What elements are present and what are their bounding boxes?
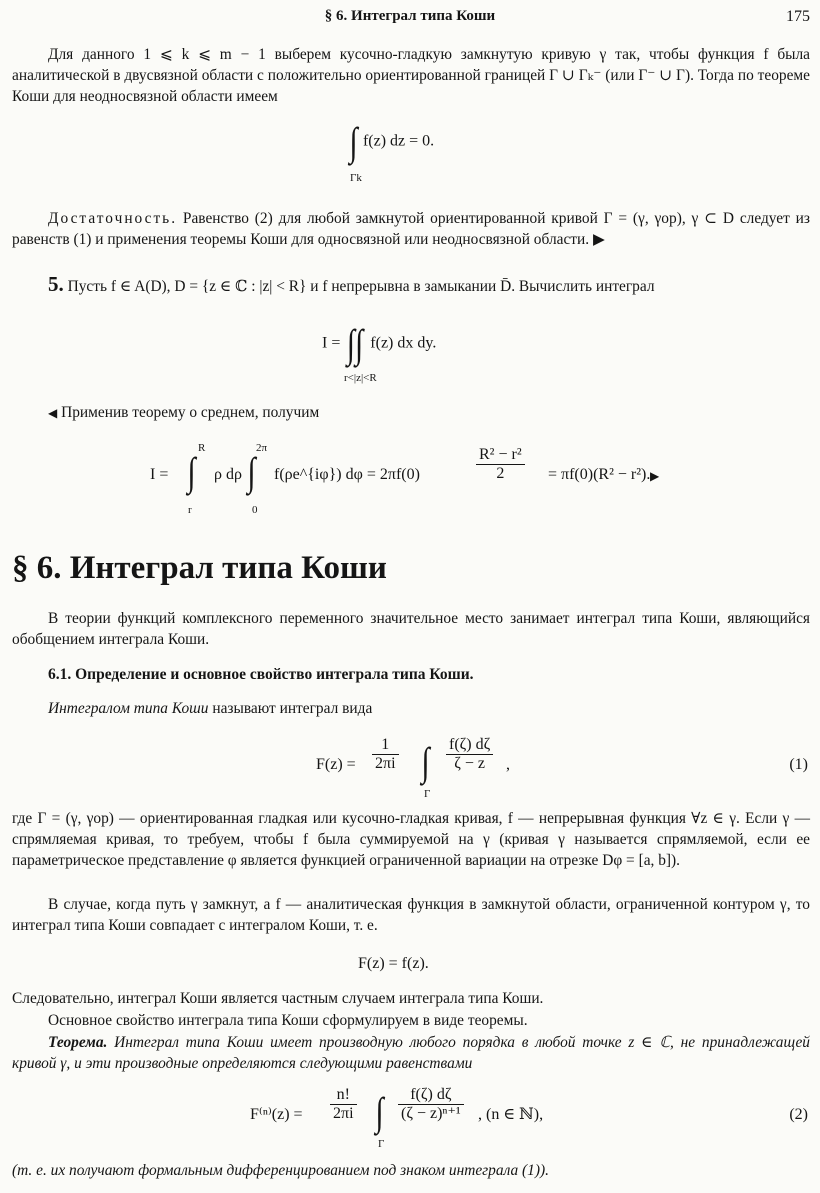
fraction-numerator: n! — [330, 1086, 357, 1105]
upper-limit-1: R — [198, 442, 206, 454]
problem-text: Пусть f ∈ A(D), D = {z ∈ ℂ : |z| < R} и f непрерывна в замыкании D̄. Вычислить интеграл — [67, 278, 655, 295]
paragraph-definition — [48, 698, 808, 719]
page-number: 175 — [786, 8, 810, 25]
integrand-1: ρ dρ — [214, 466, 242, 483]
equation-lhs: I = — [322, 334, 341, 352]
equation-lhs: F⁽ⁿ⁾(z) = — [250, 1106, 303, 1123]
fraction-numerator: 1 — [372, 736, 399, 755]
running-head-title: § 6. Интеграл типа Коши — [324, 8, 496, 24]
theorem-text: Интеграл типа Коши имеет производную любого порядка в любой точке z ∈ ℂ, не принадлежащей кривой γ, и эти производные определяются следующими равенствами — [12, 1034, 810, 1072]
running-head — [0, 6, 820, 30]
equation-cauchy-theorem — [348, 119, 435, 184]
paragraph-where: где Γ = (γ, γop) — ориентированная гладкая или кусочно-гладкая кривая, f — непрерывная функция ∀z ∈ γ. Если γ — спрямляемая кривая, то требуем, чтобы f была суммируемой на γ (кривая γ называется спрямляемой, если ее параметрическое представление φ является функцией ограниченной вариации на отрезке Dφ = [a, b]). — [12, 810, 810, 869]
equation-lhs: F(z) = — [316, 756, 356, 773]
equation-body: f(z) dz = 0. — [362, 132, 435, 150]
integral-sign-2: ∫ — [247, 449, 256, 494]
problem-number: 5. — [48, 272, 64, 296]
fraction — [476, 446, 525, 483]
paragraph-section-intro: В теории функций комплексного переменного значительное место занимает интеграл типа Коши, являющийся обобщением интеграла Коши. — [12, 610, 810, 648]
equation-F-equals-f: F(z) = f(z). — [358, 955, 429, 972]
integral-sign: ∫ — [349, 119, 358, 164]
integrand-2: f(ρe^{iφ}) dφ = 2πf(0) — [274, 466, 420, 483]
paragraph-sufficiency — [12, 208, 810, 250]
constant-fraction — [372, 736, 399, 773]
definition-text: называют интеграл вида — [212, 700, 373, 717]
integral-subscript: Γ — [378, 1138, 385, 1150]
integrand-fraction — [398, 1086, 464, 1123]
equation-double-integral — [322, 321, 437, 384]
equation-result: = πf(0)(R² − r²). — [548, 466, 651, 483]
integral-sign: ∫ — [421, 739, 430, 784]
section-title: § 6. Интеграл типа Коши — [12, 550, 387, 586]
equation-body: f(z) dx dy. — [370, 334, 437, 352]
integral-sign: ∫ — [375, 1089, 384, 1134]
lower-limit-1: r — [188, 504, 192, 516]
final-text: (т. е. их получают формальным дифференцированием под знаком интеграла (1)). — [12, 1162, 549, 1179]
sufficiency-text: Равенство (2) для любой замкнутой ориентированной кривой Γ = (γ, γop), γ ⊂ D следует из равенств (1) и применения теоремы Коши для односвязной или неодносвязной области. ▶ — [12, 210, 810, 248]
proof-start-marker: ◀ — [48, 406, 58, 420]
double-integral-sign: ∫∫ — [347, 321, 364, 366]
theorem-label: Теорема. — [48, 1034, 108, 1051]
fraction-denominator: ζ − z — [454, 755, 485, 772]
definition-term: Интегралом типа Коши — [48, 700, 209, 717]
subsection-title: 6.1. Определение и основное свойство интеграла типа Коши. — [48, 666, 474, 683]
paragraph-basic-property: Основное свойство интеграла типа Коши сформулируем в виде теоремы. — [48, 1012, 528, 1029]
integral-subscript: Γ — [424, 788, 431, 800]
fraction-numerator: f(ζ) dζ — [398, 1086, 464, 1105]
equation-condition: , (n ∈ ℕ), — [478, 1106, 544, 1123]
fraction-numerator: f(ζ) dζ — [446, 736, 493, 755]
fraction-denominator: 2πi — [375, 755, 396, 772]
proof-end-marker: ▶ — [650, 469, 660, 483]
integral-sign-1: ∫ — [187, 449, 196, 494]
sufficiency-label: Достаточность. — [48, 210, 178, 227]
constant-fraction — [330, 1086, 357, 1123]
theorem — [12, 1032, 810, 1074]
punctuation: , — [506, 756, 510, 773]
equation-number-1: (1) — [789, 756, 808, 773]
fraction-denominator: (ζ − z)ⁿ⁺¹ — [401, 1105, 461, 1122]
upper-limit-2: 2π — [256, 442, 268, 454]
integral-subscript: Γk — [350, 172, 362, 184]
fraction-denominator: 2 — [496, 465, 505, 482]
paragraph-mean-value — [48, 402, 808, 424]
equation-2 — [250, 1080, 580, 1150]
fraction-numerator: R² − r² — [476, 446, 525, 465]
lower-limit-2: 0 — [252, 504, 258, 516]
problem-5 — [12, 274, 810, 297]
paragraph-consequence: Следовательно, интеграл Коши является частным случаем интеграла типа Коши. — [12, 990, 544, 1007]
paragraph-closed-path: В случае, когда путь γ замкнут, а f — аналитическая функция в замкнутой области, ограниченной контуром γ, то интеграл типа Коши совпадает с интегралом Коши, т. е. — [12, 896, 810, 934]
equation-1 — [316, 730, 516, 800]
equation-lhs: I = — [150, 466, 169, 483]
integrand-fraction — [446, 736, 493, 773]
equation-mean-value — [150, 438, 710, 514]
paragraph-final — [12, 1160, 810, 1181]
integral-subscript: r<|z|<R — [344, 372, 377, 384]
mean-value-text: Применив теорему о среднем, получим — [61, 404, 320, 421]
paragraph-intro: Для данного 1 ⩽ k ⩽ m − 1 выберем кусочно-гладкую замкнутую кривую γ так, чтобы функция f была аналитической в двусвязной области с положительно ориентированной границей Γ ∪ Γₖ⁻ (или Γ⁻ ∪ Γ). Тогда по теореме Коши для неодносвязной области имеем — [12, 46, 810, 105]
fraction-denominator: 2πi — [333, 1105, 354, 1122]
equation-number-2: (2) — [789, 1106, 808, 1123]
